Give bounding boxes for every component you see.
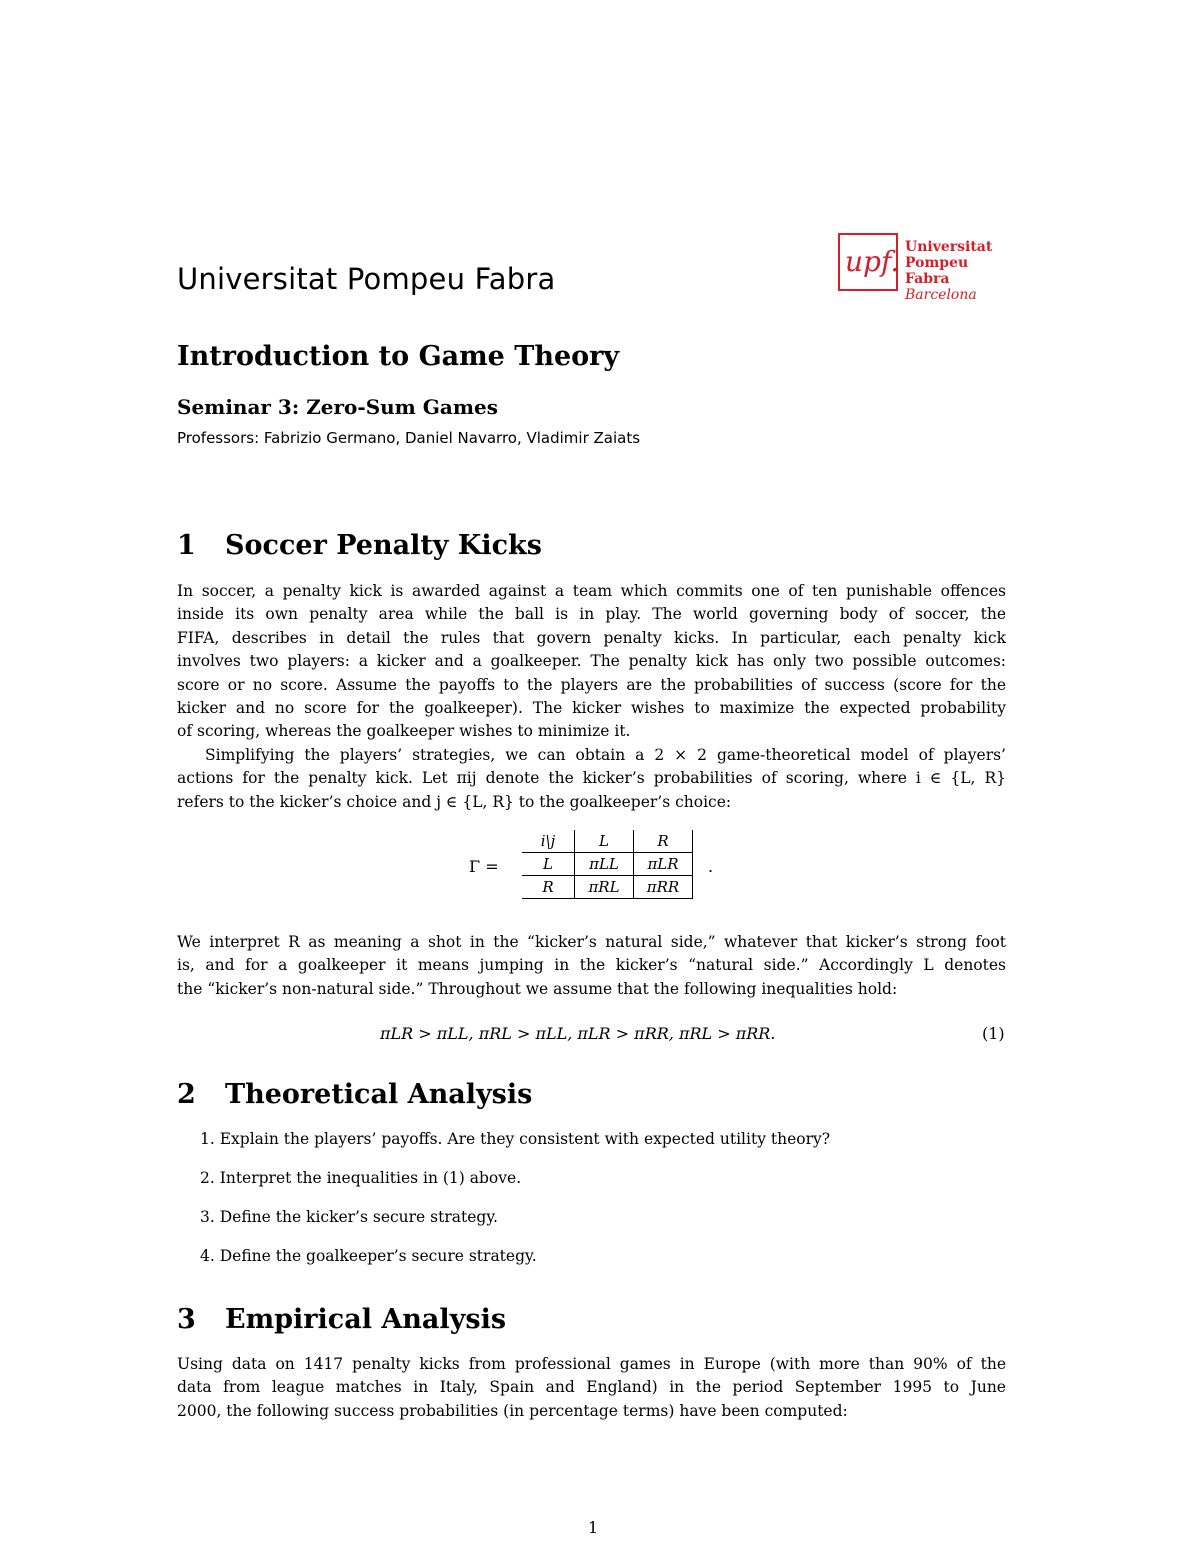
professors-line: Professors: Fabrizio Germano, Daniel Navarro, Vladimir Zaiats bbox=[177, 429, 641, 447]
text-line: score or no score. Assume the payoffs to the players are the probabilities of success (score for the bbox=[177, 675, 1006, 694]
equation-number: (1) bbox=[982, 1024, 1005, 1043]
section-number: 1 bbox=[177, 530, 196, 561]
table-header-cell: i\j bbox=[522, 830, 575, 853]
section-1-paragraph-1 bbox=[177, 580, 1006, 814]
section-title: Empirical Analysis bbox=[225, 1304, 507, 1335]
table-row-label: R bbox=[522, 876, 575, 899]
text-line: FIFA, describes in detail the rules that govern penalty kicks. In particular, each penalty kick bbox=[177, 628, 1006, 647]
logo-abbrev: upf. bbox=[845, 245, 900, 278]
table-header-cell: R bbox=[634, 830, 693, 853]
text-line: refers to the kicker’s choice and j ∈ {L, R} to the goalkeeper’s choice: bbox=[177, 792, 732, 811]
list-item: 2. Interpret the inequalities in (1) above. bbox=[200, 1169, 522, 1187]
section-number: 2 bbox=[177, 1079, 196, 1110]
table-cell: πLR bbox=[634, 853, 693, 876]
gamma-label: Γ = bbox=[469, 857, 499, 876]
logo-line3: Barcelona bbox=[905, 287, 977, 303]
upf-logo bbox=[838, 233, 1013, 303]
section-3-heading bbox=[177, 1304, 506, 1335]
section-number: 3 bbox=[177, 1304, 196, 1335]
logo-text bbox=[905, 239, 1013, 303]
table-cell: πRR bbox=[634, 876, 693, 899]
table-cell: πLL bbox=[575, 853, 634, 876]
page-number: 1 bbox=[588, 1518, 599, 1537]
text-line: We interpret R as meaning a shot in the “kicker’s natural side,” whatever that kicker’s strong foot bbox=[177, 933, 1006, 951]
list-item: 4. Define the goalkeeper’s secure strategy. bbox=[200, 1247, 537, 1265]
section-1-heading bbox=[177, 530, 542, 561]
text-line: Using data on 1417 penalty kicks from professional games in Europe (with more than 90% of the bbox=[177, 1355, 1006, 1373]
section-1-paragraph-3 bbox=[177, 931, 1006, 1001]
seminar-title: Seminar 3: Zero-Sum Games bbox=[177, 395, 498, 419]
text-line: Simplifying the players’ strategies, we can obtain a 2 × 2 game-theoretical model of players’ bbox=[205, 745, 1006, 764]
course-title: Introduction to Game Theory bbox=[177, 341, 620, 372]
section-title: Soccer Penalty Kicks bbox=[225, 530, 542, 561]
text-line: inside its own penalty area while the ball is in play. The world governing body of soccer, the bbox=[177, 605, 1006, 624]
table-row-label: L bbox=[522, 853, 575, 876]
list-item: 1. Explain the players’ payoffs. Are they consistent with expected utility theory? bbox=[200, 1130, 831, 1148]
text-line: kicker and no score for the goalkeeper). The kicker wishes to maximize the expected probability bbox=[177, 699, 1006, 718]
table-header-cell: L bbox=[575, 830, 634, 853]
section-title: Theoretical Analysis bbox=[225, 1079, 533, 1110]
payoff-table bbox=[522, 830, 693, 899]
logo-box bbox=[838, 233, 898, 291]
text-line: actions for the penalty kick. Let πij denote the kicker’s probabilities of scoring, where i ∈ {L, R} bbox=[177, 769, 1006, 788]
list-item: 3. Define the kicker’s secure strategy. bbox=[200, 1208, 498, 1226]
text-line: involves two players: a kicker and a goalkeeper. The penalty kick has only two possible outcomes: bbox=[177, 652, 1006, 671]
university-name: Universitat Pompeu Fabra bbox=[177, 262, 556, 296]
logo-line2: Pompeu Fabra bbox=[905, 255, 969, 287]
text-line: In soccer, a penalty kick is awarded against a team which commits one of ten punishable offences bbox=[177, 582, 1006, 600]
table-cell: πRL bbox=[575, 876, 634, 899]
table-end-period: . bbox=[708, 857, 714, 876]
inequality-equation: πLR > πLL, πRL > πLL, πLR > πRR, πRL > πRR. bbox=[380, 1024, 776, 1043]
text-line: data from league matches in Italy, Spain and England) in the period September 1995 to June bbox=[177, 1378, 1006, 1397]
logo-line1: Universitat bbox=[905, 239, 993, 255]
section-3-paragraph bbox=[177, 1353, 1006, 1423]
text-line: the “kicker’s non-natural side.” Throughout we assume that the following inequalities hold: bbox=[177, 979, 898, 998]
text-line: is, and for a goalkeeper it means jumping in the kicker’s “natural side.” Accordingly L denotes bbox=[177, 956, 1006, 975]
text-line: 2000, the following success probabilities (in percentage terms) have been computed: bbox=[177, 1401, 848, 1420]
text-line: of scoring, whereas the goalkeeper wishes to minimize it. bbox=[177, 722, 631, 741]
section-2-heading bbox=[177, 1079, 532, 1110]
